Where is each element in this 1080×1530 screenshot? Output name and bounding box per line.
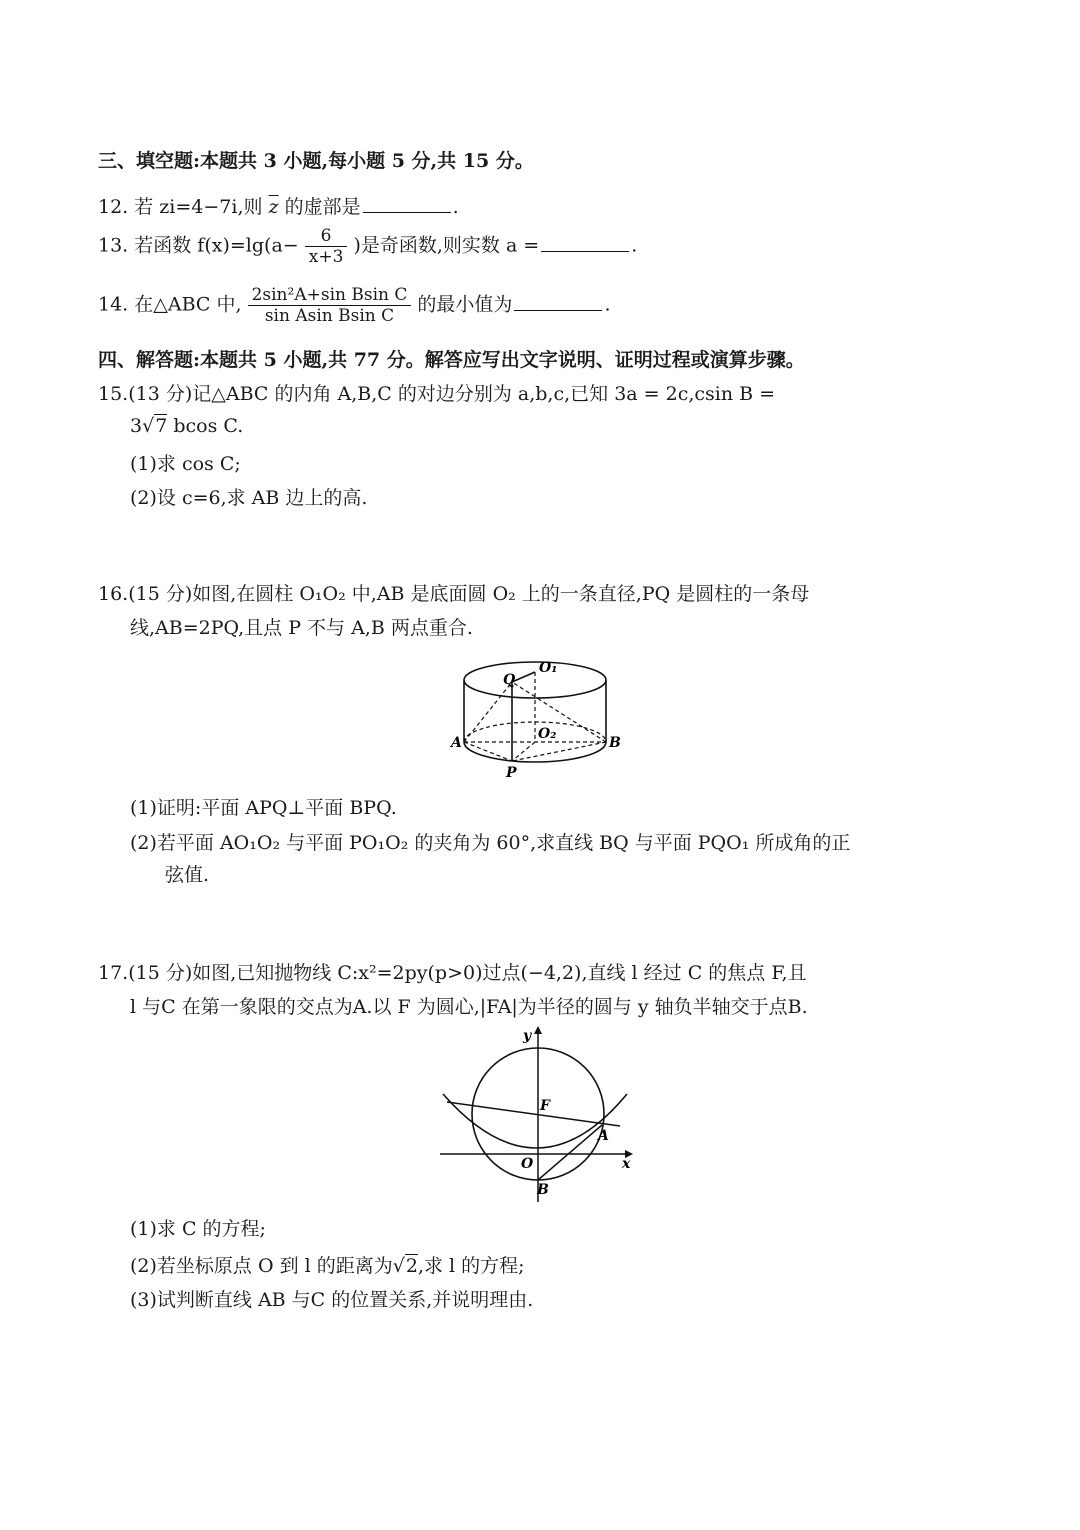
q15-part2: (2)设 c=6,求 AB 边上的高.	[130, 487, 368, 509]
q16-part1: (1)证明:平面 APQ⊥平面 BPQ.	[130, 797, 397, 819]
label-q: Q	[503, 672, 516, 688]
q16-line2: 线,AB=2PQ,且点 P 不与 A,B 两点重合.	[130, 617, 473, 639]
q13-denominator: x+3	[308, 247, 344, 267]
q14-post: 的最小值为	[417, 293, 513, 316]
q14-fraction	[248, 285, 412, 326]
section-3-title: 三、填空题:本题共 3 小题,每小题 5 分,共 15 分。	[98, 150, 534, 172]
section-4-title: 四、解答题:本题共 5 小题,共 77 分。解答应写出文字说明、证明过程或演算步骤。	[98, 349, 805, 371]
q15-line2-post: bcos C.	[173, 415, 244, 437]
q12-post: 的虚部是	[284, 196, 361, 218]
q13-end: .	[631, 234, 638, 257]
label-o2: O₂	[538, 726, 557, 742]
label-f: F	[540, 1098, 550, 1114]
q14-pre: 14. 在△ABC 中,	[98, 293, 242, 316]
cylinder-bottom-front	[464, 742, 606, 762]
q14-denominator: sin Asin Bsin C	[264, 306, 395, 326]
label-b: B	[609, 735, 621, 751]
label-y: y	[523, 1028, 532, 1044]
q17-part2-pre: (2)若坐标原点 O 到 l 的距离为	[130, 1255, 393, 1277]
q15-line2: 3√7 bcos C.	[130, 415, 244, 437]
segment-qo1	[512, 672, 535, 682]
question-12	[98, 192, 459, 219]
q15-line1: 15.(13 分)记△ABC 的内角 A,B,C 的对边分别为 a,b,c,已知 3a = 2c,csin B =	[98, 383, 776, 405]
q13-numerator: 6	[305, 226, 348, 247]
label-p: P	[506, 765, 517, 781]
q17-line1: 17.(15 分)如图,已知抛物线 C:x²=2py(p>0)过点(−4,2),直线 l 经过 C 的焦点 F,且	[98, 962, 807, 984]
cylinder-figure	[445, 650, 625, 785]
label-x: x	[622, 1156, 631, 1172]
q13-fraction	[305, 226, 348, 267]
q17-part3: (3)试判断直线 AB 与C 的位置关系,并说明理由.	[130, 1289, 534, 1311]
q16-part2: (2)若平面 AO₁O₂ 与平面 PO₁O₂ 的夹角为 60°,求直线 BQ 与平面 PQO₁ 所成角的正	[130, 832, 851, 854]
label-o: O	[521, 1156, 534, 1172]
q13-pre: 13. 若函数 f(x)=lg(a−	[98, 234, 299, 257]
cylinder-bottom-back	[464, 722, 606, 742]
label-o1: O₁	[539, 660, 558, 676]
label-a: A	[451, 735, 462, 751]
q12-answer-blank[interactable]	[363, 211, 451, 213]
q14-numerator: 2sin²A+sin Bsin C	[248, 285, 412, 306]
q12-end: .	[452, 196, 459, 218]
label-a: A	[598, 1128, 609, 1144]
q12-zbar: $\overline{z}$	[268, 196, 279, 218]
q17-part2-sqrt: 2	[405, 1255, 418, 1277]
question-14	[98, 285, 610, 326]
q17-part2: (2)若坐标原点 O 到 l 的距离为√2,求 l 的方程;	[130, 1255, 525, 1277]
q14-answer-blank[interactable]	[514, 309, 602, 311]
segment-bp	[512, 742, 606, 761]
question-13	[98, 226, 637, 267]
y-axis-arrow	[534, 1026, 542, 1034]
segment-aq	[464, 682, 512, 742]
q14-end: .	[604, 293, 611, 316]
q15-part1: (1)求 cos C;	[130, 453, 241, 475]
q13-post: )是奇函数,则实数 a =	[353, 234, 540, 257]
q17-line2: l 与C 在第一象限的交点为A.以 F 为圆心,|FA|为半径的圆与 y 轴负半轴交于点B.	[130, 996, 808, 1018]
q16-line1: 16.(15 分)如图,在圆柱 O₁O₂ 中,AB 是底面圆 O₂ 上的一条直径,PQ 是圆柱的一条母	[98, 583, 810, 605]
q13-answer-blank[interactable]	[541, 250, 629, 252]
label-b: B	[537, 1182, 549, 1198]
q17-part2-post: ,求 l 的方程;	[417, 1255, 525, 1277]
q16-part2-cont: 弦值.	[165, 864, 210, 886]
q12-pre: 12. 若 zi=4−7i,则	[98, 196, 263, 218]
q15-coef: 3	[130, 415, 143, 437]
q15-sqrt: 7	[155, 415, 168, 437]
q17-part1: (1)求 C 的方程;	[130, 1218, 266, 1240]
parabola-figure	[435, 1022, 635, 1207]
